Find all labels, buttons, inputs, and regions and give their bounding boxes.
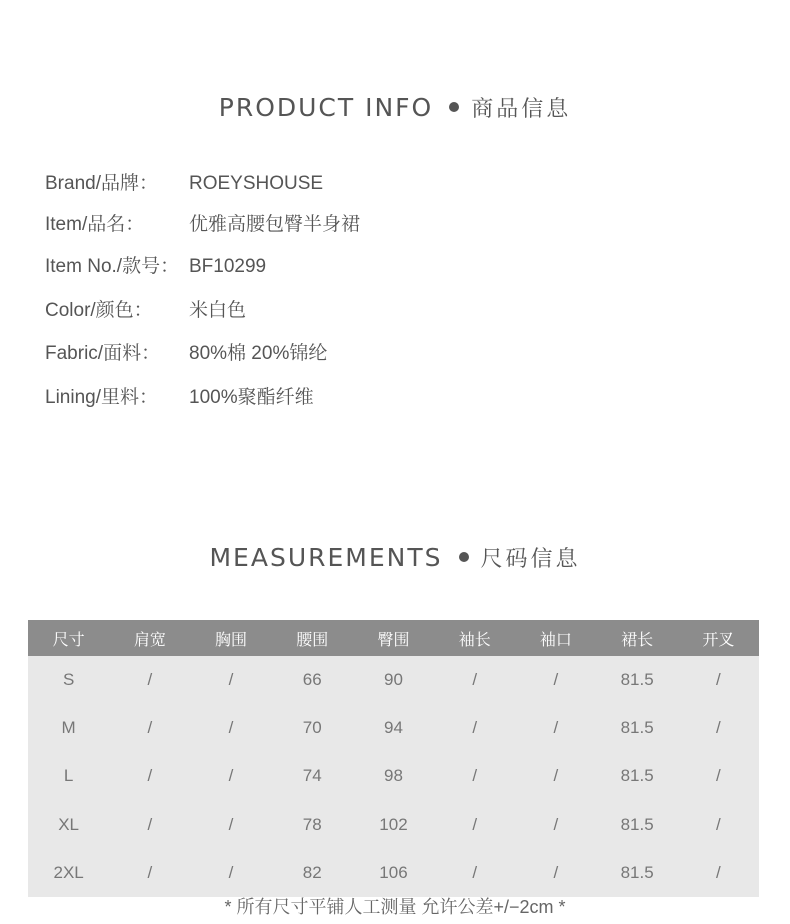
- table-cell: /: [515, 801, 596, 849]
- measurements-title-en: MEASUREMENTS: [209, 543, 443, 572]
- table-cell: /: [109, 752, 190, 800]
- table-row: [28, 752, 759, 800]
- bullet-dot-icon: [459, 552, 469, 562]
- table-header-cell: 裙长: [597, 620, 678, 656]
- table-cell: /: [678, 752, 759, 800]
- measurements-title-zh: 尺码信息: [480, 546, 581, 571]
- table-row: [28, 849, 759, 897]
- table-cell: 66: [272, 656, 353, 704]
- table-cell: /: [678, 656, 759, 704]
- table-cell: 78: [272, 801, 353, 849]
- table-cell: /: [109, 801, 190, 849]
- product-info-heading: [0, 92, 790, 123]
- table-cell: /: [434, 849, 515, 897]
- table-cell: /: [434, 752, 515, 800]
- info-row-brand: [45, 168, 323, 195]
- table-cell: 81.5: [597, 656, 678, 704]
- table-cell: /: [190, 849, 271, 897]
- table-header-cell: 臀围: [353, 620, 434, 656]
- table-cell: L: [28, 752, 109, 800]
- table-cell: /: [109, 849, 190, 897]
- table-header-row: [28, 620, 759, 656]
- table-header-cell: 肩宽: [109, 620, 190, 656]
- table-header-cell: 尺寸: [28, 620, 109, 656]
- table-row: [28, 801, 759, 849]
- info-value: 100%聚酯纤维: [189, 387, 314, 408]
- bullet-dot-icon: [449, 102, 459, 112]
- info-label: Brand/品牌：: [45, 173, 158, 194]
- table-cell: 2XL: [28, 849, 109, 897]
- info-row-item: [45, 209, 360, 236]
- info-value: 优雅高腰包臀半身裙: [189, 214, 361, 235]
- table-cell: 81.5: [597, 849, 678, 897]
- info-value: 80%棉 20%锦纶: [189, 343, 328, 364]
- info-row-item-no: [45, 251, 266, 278]
- table-cell: 94: [353, 704, 434, 752]
- table-cell: /: [434, 656, 515, 704]
- table-cell: 90: [353, 656, 434, 704]
- info-row-color: [45, 295, 246, 322]
- table-cell: /: [678, 801, 759, 849]
- info-value: ROEYSHOUSE: [189, 173, 324, 194]
- table-cell: 81.5: [597, 801, 678, 849]
- info-row-fabric: [45, 338, 327, 365]
- table-cell: /: [434, 801, 515, 849]
- table-cell: 70: [272, 704, 353, 752]
- table-cell: 74: [272, 752, 353, 800]
- info-row-lining: [45, 382, 314, 409]
- table-cell: XL: [28, 801, 109, 849]
- table-cell: 82: [272, 849, 353, 897]
- table-cell: /: [190, 752, 271, 800]
- table-cell: /: [190, 656, 271, 704]
- info-value: BF10299: [189, 256, 267, 277]
- table-cell: /: [678, 704, 759, 752]
- info-label: Item/品名：: [45, 214, 145, 235]
- info-label: Color/颜色：: [45, 300, 153, 321]
- table-cell: /: [515, 704, 596, 752]
- table-cell: /: [678, 849, 759, 897]
- table-cell: /: [434, 704, 515, 752]
- measurements-heading: [0, 542, 790, 573]
- product-info-title-zh: 商品信息: [471, 96, 572, 121]
- table-cell: /: [109, 656, 190, 704]
- table-header-cell: 腰围: [272, 620, 353, 656]
- table-cell: 102: [353, 801, 434, 849]
- table-cell: 81.5: [597, 704, 678, 752]
- table-cell: /: [515, 849, 596, 897]
- table-row: [28, 704, 759, 752]
- table-cell: M: [28, 704, 109, 752]
- table-cell: S: [28, 656, 109, 704]
- table-row: [28, 656, 759, 704]
- table-cell: /: [190, 801, 271, 849]
- table-header-cell: 袖长: [434, 620, 515, 656]
- table-cell: 106: [353, 849, 434, 897]
- table-cell: /: [109, 704, 190, 752]
- product-info-title-en: PRODUCT INFO: [218, 93, 434, 122]
- measurement-note: * 所有尺寸平铺人工测量 允许公差+/−2cm *: [224, 897, 566, 917]
- table-header-cell: 开叉: [678, 620, 759, 656]
- table-cell: /: [190, 704, 271, 752]
- info-value: 米白色: [189, 300, 247, 321]
- info-label: Lining/里料：: [45, 387, 158, 408]
- table-header-cell: 胸围: [190, 620, 271, 656]
- table-cell: /: [515, 656, 596, 704]
- table-header-cell: 袖口: [515, 620, 596, 656]
- size-table: [28, 620, 759, 897]
- info-label: Fabric/面料：: [45, 343, 161, 364]
- table-cell: /: [515, 752, 596, 800]
- info-label: Item No./款号：: [45, 256, 180, 277]
- table-cell: 81.5: [597, 752, 678, 800]
- table-cell: 98: [353, 752, 434, 800]
